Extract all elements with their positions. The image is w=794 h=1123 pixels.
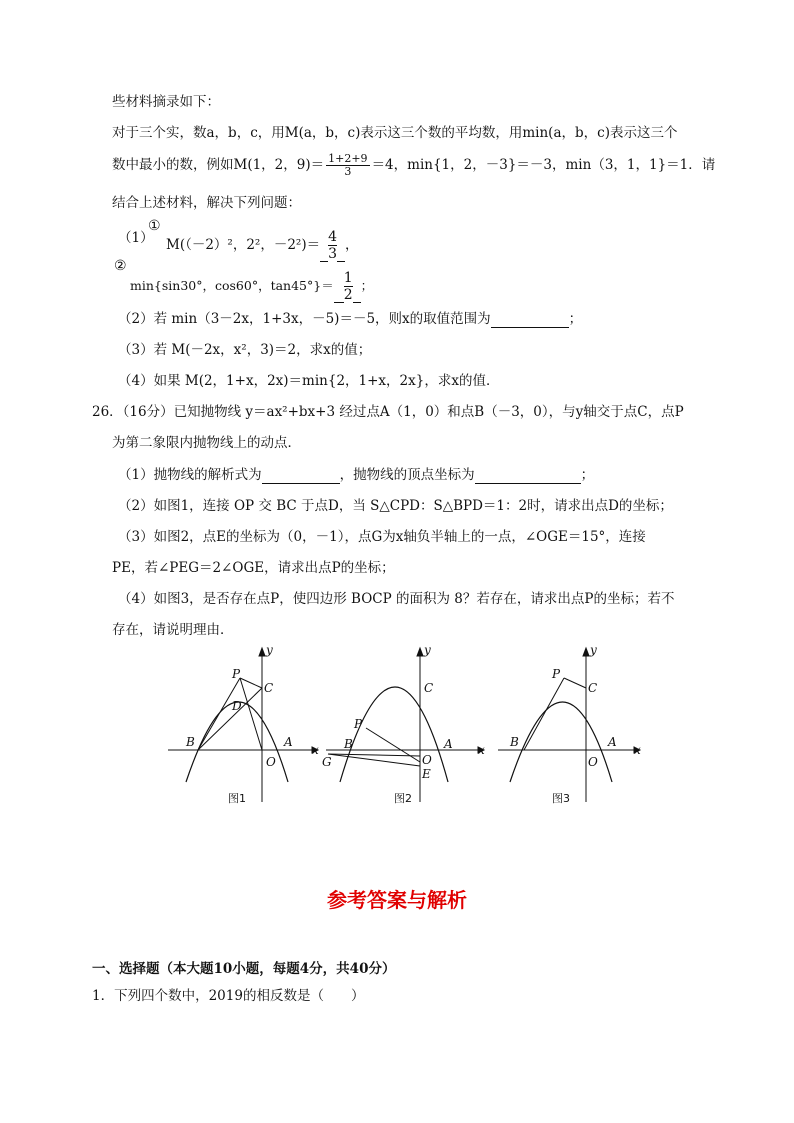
q1-answer-1: $\frac{4}{3}$: [328, 229, 338, 262]
figure-2: [318, 642, 498, 812]
p26-q4-line-2: 存在，请说明理由．: [112, 622, 234, 638]
definition-line-2: [112, 153, 715, 178]
definition-line-1: 对于三个实，数a，b，c，用M(a，b，c)表示这三个数的平均数，用min(a，b，c)表示这三个: [112, 125, 678, 141]
p26-q4-line-1: （4）如图3，是否存在点P，使四边形 BOCP 的面积为 8？若存在，请求出点P的坐标；若不: [118, 591, 675, 607]
p26-q3-line-1: （3）如图2，点E的坐标为（0，－1），点G为x轴负半轴上的一点，∠OGE＝15°，连接: [118, 529, 646, 545]
definition-text-b: ＝4，min{1，2，－3}＝－3，min（3，1，1}＝1．请: [371, 157, 716, 173]
p26-q3-line-2: PE，若∠PEG＝2∠OGE，请求出点P的坐标；: [112, 560, 395, 576]
fig1-d-label: D: [232, 699, 242, 713]
fig2-e-label: E: [422, 767, 431, 781]
fig3-a-label: A: [608, 735, 617, 749]
figure-1: [160, 642, 330, 812]
q1-label: （1）: [118, 230, 154, 246]
fig1-c-label: C: [264, 681, 274, 695]
fig3-caption: 图3: [552, 792, 570, 805]
fig1-p-label: P: [232, 667, 241, 681]
fig2-g-label: G: [322, 755, 332, 769]
q1-answer-2: $\frac{1}{2}$: [343, 270, 353, 303]
fig1-x-label: x: [312, 743, 319, 757]
circled-one: ①: [148, 218, 161, 234]
question-1: 1．下列四个数中，2019的相反数是（ ）: [92, 988, 365, 1004]
fig1-b-label: B: [186, 735, 195, 749]
fig1-y-label: y: [266, 643, 273, 657]
fig2-caption: 图2: [394, 792, 412, 805]
definition-line-3: 结合上述材料，解决下列问题：: [112, 195, 301, 211]
fig1-a-label: A: [284, 735, 293, 749]
fig2-o-label: O: [422, 753, 432, 767]
q2-answer-blank[interactable]: [491, 313, 569, 328]
q3-text: （3）若 M(－2x，x²，3)＝2，求x的值；: [118, 342, 372, 358]
fig2-b-label: B: [344, 737, 353, 751]
fig3-y-label: y: [590, 643, 597, 657]
fig1-o-label: O: [266, 755, 276, 769]
circled-two: ②: [114, 258, 127, 274]
fig2-c-label: C: [424, 681, 434, 695]
section-heading: 一、选择题（本大题10小题，每题4分，共40分）: [92, 961, 396, 977]
p26-q2: （2）如图1，连接 OP 交 BC 于点D，当 S△CPD：S△BPD＝1：2时，请求出点D的坐标；: [118, 498, 673, 514]
definition-text-a: 数中最小的数，例如M(1，2，9)＝: [112, 157, 325, 173]
q1-item-1: M(（－2）²，2²，－2²)＝ $\frac{4}{3}$ ，: [166, 229, 359, 262]
intro-text: 些材料摘录如下：: [112, 94, 220, 110]
fig3-p-label: P: [552, 667, 561, 681]
p26-line-1: 26．（16分）已知抛物线 y＝ax²+bx+3 经过点A（1，0）和点B（－3，0），与y轴交于点C，点P: [92, 404, 684, 420]
fig3-b-label: B: [510, 735, 519, 749]
p26-q1-blank-2[interactable]: [475, 469, 581, 484]
fig3-x-label: x: [634, 743, 641, 757]
p26-line-2: 为第二象限内抛物线上的动点．: [112, 435, 301, 451]
example-fraction: $\frac{1+2+9}{3}$: [328, 152, 368, 178]
fig2-p-label: P: [354, 717, 363, 731]
q2-text: （2）若 min（3－2x，1+3x，－5)＝－5，则x的取值范围为 ；: [118, 311, 583, 327]
figure-3: [490, 642, 650, 812]
fig2-x-label: x: [478, 743, 485, 757]
fig2-y-label: y: [424, 643, 431, 657]
fig3-c-label: C: [588, 681, 598, 695]
q4-text: （4）如果 M(2，1+x，2x)＝min{2，1+x，2x}，求x的值．: [118, 373, 500, 389]
answers-title: 参考答案与解析: [327, 888, 467, 912]
q1-item-2: min{sin30°，cos60°，tan45°}＝ $\frac{1}{2}$ ；: [130, 270, 374, 303]
p26-q1-blank-1[interactable]: [262, 469, 340, 484]
fig3-o-label: O: [588, 755, 598, 769]
fig1-caption: 图1: [228, 792, 246, 805]
fig2-a-label: A: [444, 737, 453, 751]
p26-q1: （1）抛物线的解析式为 ，抛物线的顶点坐标为 ；: [118, 467, 595, 483]
